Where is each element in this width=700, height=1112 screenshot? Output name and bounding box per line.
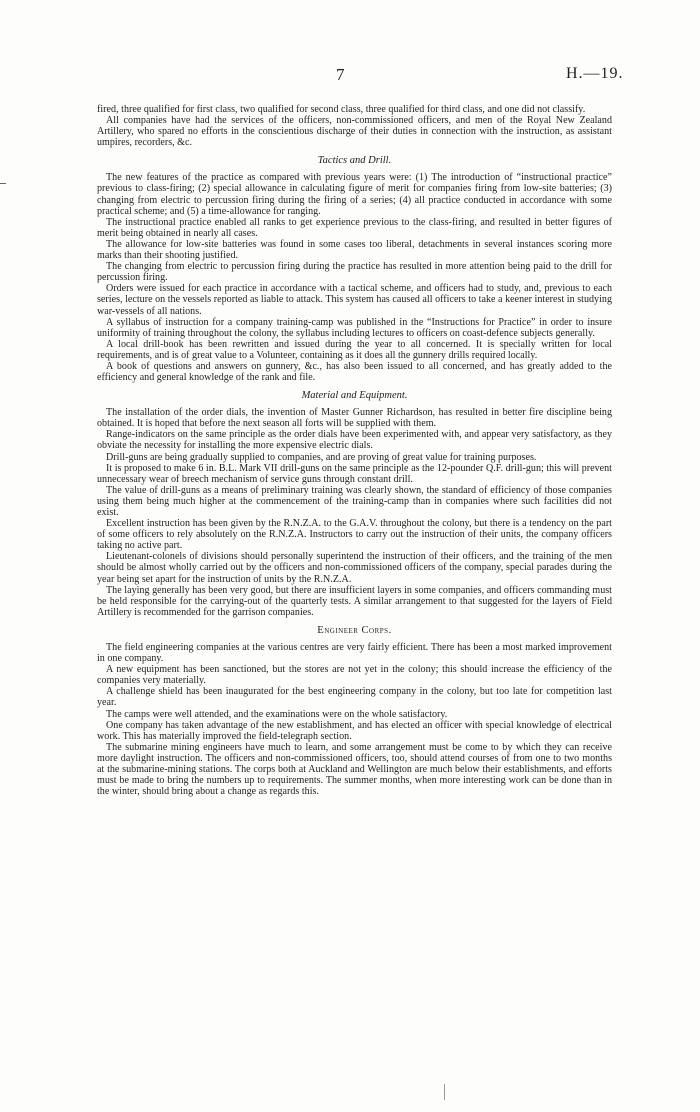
paragraph: Excellent instruction has been given by the R.N.Z.A. to the G.A.V. throughout the colony, but there is a tendency on the part of some officers to rely absolutely on the R.N.Z.A. Instructors to carry out the instruction of their units, the company officers taking no active part. <box>97 518 612 552</box>
section-heading-engineer: Engineer Corps. <box>317 624 392 636</box>
paragraph: fired, three qualified for first class, two qualified for second class, three qualified for third class, and one did not classify. <box>97 104 586 115</box>
document-reference: H.—19. <box>566 65 624 82</box>
paragraph: The laying generally has been very good, but there are insufficient layers in some companies, and officers commanding must be held responsible for the carrying-out of the quarterly tests. A similar arrangement to that suggested for the layers of Field Artillery is recommended for the garrison companies. <box>97 584 612 618</box>
paragraph: A book of questions and answers on gunnery, &c., has also been issued to all concerned, and has greatly added to the efficiency and general knowledge of the rank and file. <box>97 360 612 384</box>
paragraph: The new features of the practice as compared with previous years were: (1) The introduction of “instructional practice” previous to class-firing; (2) special allowance in calculating figure of merit for companies firing from low-site batteries; (3) changing from electric to percussion firing during the firing of a series; (4) all practice conducted in accordance with some practical scheme; and (5) a time-allowance for ranging. <box>97 172 612 217</box>
page-fold-mark <box>444 1084 445 1100</box>
paragraph: All companies have had the services of the officers, non-commissioned officers, and men of the Royal New Zealand Artillery, who spared no efforts in the conscientious discharge of their duties in connection with the instruction, as assistant umpires, recorders, &c. <box>97 115 612 149</box>
paragraph: The camps were well attended, and the examinations were on the whole satisfactory. <box>106 708 448 720</box>
paragraph: The allowance for low-site batteries was found in some cases too liberal, detachments in several instances scoring more marks than their shooting justified. <box>97 238 612 262</box>
paragraph: The value of drill-guns as a means of preliminary training was clearly shown, the standard of efficiency of those companies using them being much higher at the commencement of the training-camp than in companies where such facilities did not exist. <box>97 484 612 518</box>
paragraph: A challenge shield has been inaugurated for the best engineering company in the colony, but too late for competition last year. <box>97 686 612 709</box>
section-heading-tactics: Tactics and Drill. <box>317 155 392 167</box>
paragraph: A new equipment has been sanctioned, but the stores are not yet in the colony; this should increase the efficiency of the companies very materially. <box>97 664 612 687</box>
paragraph: Orders were issued for each practice in accordance with a tactical scheme, and officers had to study, and, previous to each series, lecture on the vessels reported as liable to attack. This system has caused all officers to take a keener interest in studying war-vessels of all nations. <box>97 283 612 317</box>
paragraph: One company has taken advantage of the new establishment, and has elected an officer with special knowledge of electrical work. This has materially improved the field-telegraph section. <box>97 719 612 742</box>
margin-mark <box>0 183 6 184</box>
section-heading-material: Material and Equipment. <box>301 390 408 402</box>
paragraph: The field engineering companies at the various centres are very fairly efficient. There has been a most marked improvement in one company. <box>97 641 612 665</box>
paragraph: The submarine mining engineers have much to learn, and some arrangement must be come to by which they can receive more daylight instruction. The officers and non-commissioned officers, too, should attend courses of from one to two months at the submarine-mining stations. The corps both at Auckland and Wellington are much below their establishments, and efforts must be made to bring the numbers up to requirements. The summer months, when more interesting work can be done than in the winter, should bring about a change as regards this. <box>97 741 612 798</box>
paragraph: It is proposed to make 6 in. B.L. Mark VII drill-guns on the same principle as the 12-pounder Q.F. drill-gun; this will prevent unnecessary wear of breech mechanism of service guns through constant drill. <box>97 462 612 485</box>
document-body <box>97 104 612 797</box>
paragraph: The installation of the order dials, the invention of Master Gunner Richardson, has resulted in better fire discipline being obtained. It is hoped that before the next season all forts will be supplied with them. <box>97 407 612 430</box>
page-header <box>0 65 700 85</box>
paragraph: The instructional practice enabled all ranks to get experience previous to the class-firing, and resulted in better figures of merit being obtained in nearly all cases. <box>97 216 612 239</box>
paragraph: A syllabus of instruction for a company training-camp was published in the “Instructions for Practice” in order to insure uniformity of training throughout the colony, the syllabus including lectures to officers on coast-defence subjects generally. <box>97 316 612 339</box>
paragraph: The changing from electric to percussion firing during the practice has resulted in more attention being paid to the drill for percussion firing. <box>97 261 612 284</box>
paragraph: Range-indicators on the same principle as the order dials have been experimented with, and appear very satisfactory, as they obviate the necessity for installing the more expensive electric dials. <box>97 429 612 452</box>
paragraph: A local drill-book has been rewritten and issued during the year to all concerned. It is specially written for local requirements, and is of great value to a Volunteer, containing as it does all the gunnery drills required locally. <box>97 338 612 361</box>
paragraph: Lieutenant-colonels of divisions should personally superintend the instruction of their officers, and the training of the men should be almost wholly carried out by the officers and non-commissioned officers of the company, special parades during the year being set apart for the instruction of units by the R.N.Z.A. <box>97 551 612 585</box>
page-number: 7 <box>336 65 345 84</box>
paragraph: Drill-guns are being gradually supplied to companies, and are proving of great value for training purposes. <box>106 451 537 463</box>
